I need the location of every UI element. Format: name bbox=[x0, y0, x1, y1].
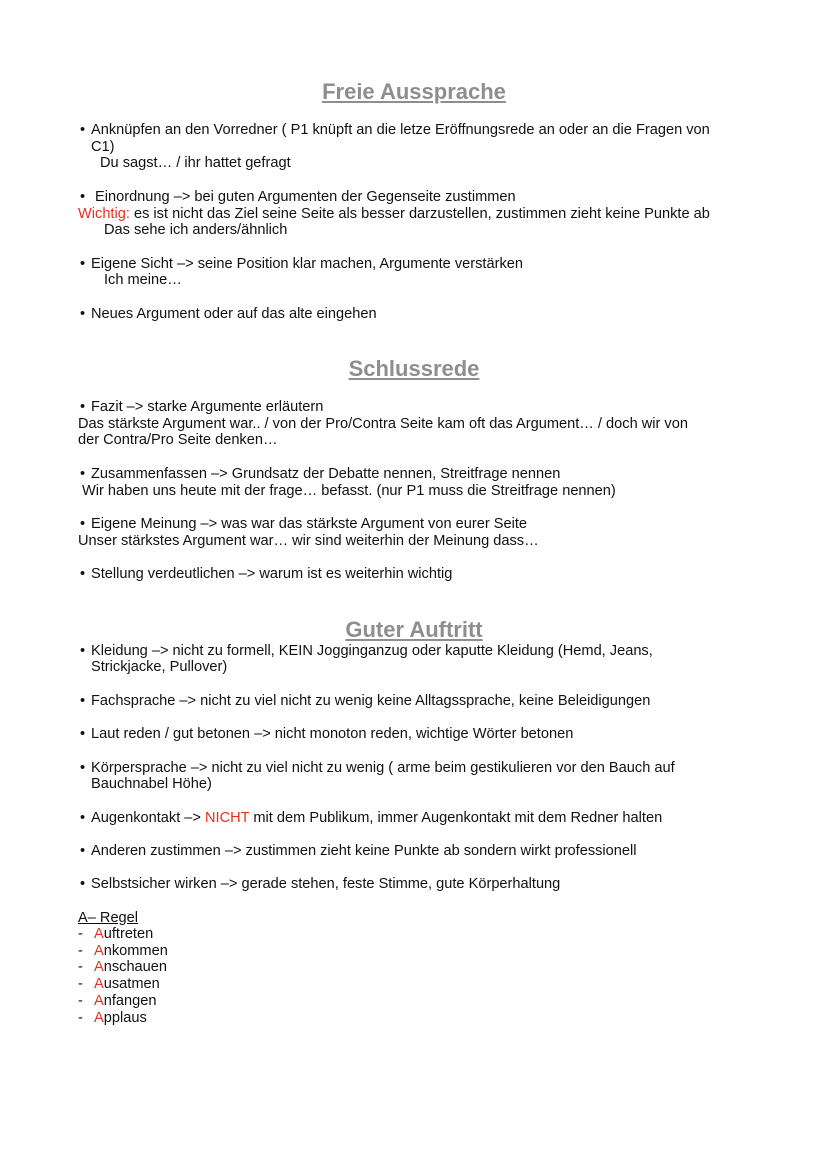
bullet-marker: • bbox=[80, 760, 86, 776]
s2-bullet1-line3: der Contra/Pro Seite denken… bbox=[78, 432, 278, 448]
rule-dash: - bbox=[78, 1010, 83, 1026]
rule-rest: nfangen bbox=[103, 993, 157, 1009]
rule-initial: A bbox=[94, 993, 104, 1009]
rule-rest: uftreten bbox=[103, 926, 154, 942]
rule-dash: - bbox=[78, 926, 83, 942]
s3-bullet5-pre: Augenkontakt –> bbox=[91, 810, 205, 826]
heading-schlussrede: Schlussrede bbox=[348, 356, 480, 381]
s3-bullet4-text: Körpersprache –> nicht zu viel nicht zu wenig ( arme beim gestikulieren vor den Bauch auf bbox=[91, 760, 675, 776]
rule-dash: - bbox=[78, 943, 83, 959]
s3-bullet1-cont: Strickjacke, Pullover) bbox=[91, 659, 228, 675]
s3-bullet5-highlight: NICHT bbox=[205, 810, 250, 826]
s3-bullet2-text: Fachsprache –> nicht zu viel nicht zu wenig keine Alltagssprache, keine Beleidigungen bbox=[91, 693, 651, 709]
rule-initial: A bbox=[94, 1010, 104, 1026]
s1-bullet3-text: Eigene Sicht –> seine Position klar machen, Argumente verstärken bbox=[91, 256, 523, 272]
heading-guter-auftritt: Guter Auftritt bbox=[345, 617, 483, 642]
rule-item bbox=[78, 959, 168, 976]
bullet-marker: • bbox=[80, 256, 86, 272]
s2-bullet1-line2: Das stärkste Argument war.. / von der Pro/Contra Seite kam oft das Argument… / doch wir von bbox=[78, 416, 688, 432]
bullet-marker: • bbox=[80, 693, 86, 709]
bullet-marker: • bbox=[80, 516, 86, 532]
s3-bullet5-text bbox=[91, 810, 662, 827]
s2-bullet2-line2: Wir haben uns heute mit der frage… befasst. (nur P1 muss die Streitfrage nennen) bbox=[82, 483, 616, 499]
rule-item bbox=[78, 1010, 147, 1027]
s2-bullet3-text: Eigene Meinung –> was war das stärkste Argument von eurer Seite bbox=[91, 516, 528, 532]
s2-bullet1-text: Fazit –> starke Argumente erläutern bbox=[91, 399, 324, 415]
s1-bullet1-cont: C1) bbox=[91, 139, 115, 155]
bullet-marker: • bbox=[80, 399, 86, 415]
rule-initial: A bbox=[94, 976, 104, 992]
rule-rest: nkommen bbox=[103, 943, 168, 959]
rule-rest: pplaus bbox=[103, 1010, 147, 1026]
rule-initial: A bbox=[94, 943, 104, 959]
rule-title: A– Regel bbox=[78, 910, 139, 926]
heading-freie-aussprache: Freie Aussprache bbox=[322, 79, 506, 104]
rule-item bbox=[78, 926, 154, 943]
bullet-marker: • bbox=[80, 726, 86, 742]
note-label-wichtig: Wichtig: bbox=[78, 206, 130, 222]
s1-bullet2-text: Einordnung –> bei guten Argumenten der Gegenseite zustimmen bbox=[95, 189, 516, 205]
s1-bullet1-text: Anknüpfen an den Vorredner ( P1 knüpft an die letze Eröffnungsrede an oder an die Fragen von bbox=[91, 122, 710, 138]
rule-rest: usatmen bbox=[103, 976, 160, 992]
bullet-marker: • bbox=[80, 189, 86, 205]
bullet-marker: • bbox=[80, 876, 86, 892]
s3-bullet7-text: Selbstsicher wirken –> gerade stehen, feste Stimme, gute Körperhaltung bbox=[91, 876, 561, 892]
s3-bullet3-text: Laut reden / gut betonen –> nicht monoton reden, wichtige Wörter betonen bbox=[91, 726, 574, 742]
bullet-marker: • bbox=[80, 122, 86, 138]
s2-bullet4-text: Stellung verdeutlichen –> warum ist es weiterhin wichtig bbox=[91, 566, 453, 582]
bullet-marker: • bbox=[80, 466, 86, 482]
s1-bullet2-example: Das sehe ich anders/ähnlich bbox=[104, 222, 288, 238]
bullet-marker: • bbox=[80, 566, 86, 582]
note-text: es ist nicht das Ziel seine Seite als besser darzustellen, zustimmen zieht keine Punkte ab bbox=[129, 206, 710, 222]
s1-bullet3-example: Ich meine… bbox=[104, 272, 182, 288]
s1-bullet1-example: Du sagst… / ihr hattet gefragt bbox=[100, 155, 291, 171]
rule-item bbox=[78, 976, 160, 993]
s3-bullet6-text: Anderen zustimmen –> zustimmen zieht keine Punkte ab sondern wirkt professionell bbox=[91, 843, 637, 859]
s1-bullet4-text: Neues Argument oder auf das alte eingehen bbox=[91, 306, 377, 322]
rule-item bbox=[78, 993, 157, 1010]
s2-bullet2-text: Zusammenfassen –> Grundsatz der Debatte nennen, Streitfrage nennen bbox=[91, 466, 561, 482]
rule-rest: nschauen bbox=[103, 959, 168, 975]
s3-bullet1-text: Kleidung –> nicht zu formell, KEIN Jogginganzug oder kaputte Kleidung (Hemd, Jeans, bbox=[91, 643, 653, 659]
s3-bullet5-post: mit dem Publikum, immer Augenkontakt mit dem Redner halten bbox=[249, 810, 663, 826]
s3-bullet4-cont: Bauchnabel Höhe) bbox=[91, 776, 212, 792]
bullet-marker: • bbox=[80, 643, 86, 659]
bullet-marker: • bbox=[80, 810, 86, 826]
rule-dash: - bbox=[78, 993, 83, 1009]
rule-dash: - bbox=[78, 976, 83, 992]
rule-dash: - bbox=[78, 959, 83, 975]
rule-initial: A bbox=[94, 959, 104, 975]
bullet-marker: • bbox=[80, 306, 86, 322]
bullet-marker: • bbox=[80, 843, 86, 859]
rule-initial: A bbox=[94, 926, 104, 942]
s1-bullet2-note bbox=[78, 206, 710, 223]
s2-bullet3-line2: Unser stärkstes Argument war… wir sind weiterhin der Meinung dass… bbox=[78, 533, 539, 549]
rule-item bbox=[78, 943, 168, 960]
